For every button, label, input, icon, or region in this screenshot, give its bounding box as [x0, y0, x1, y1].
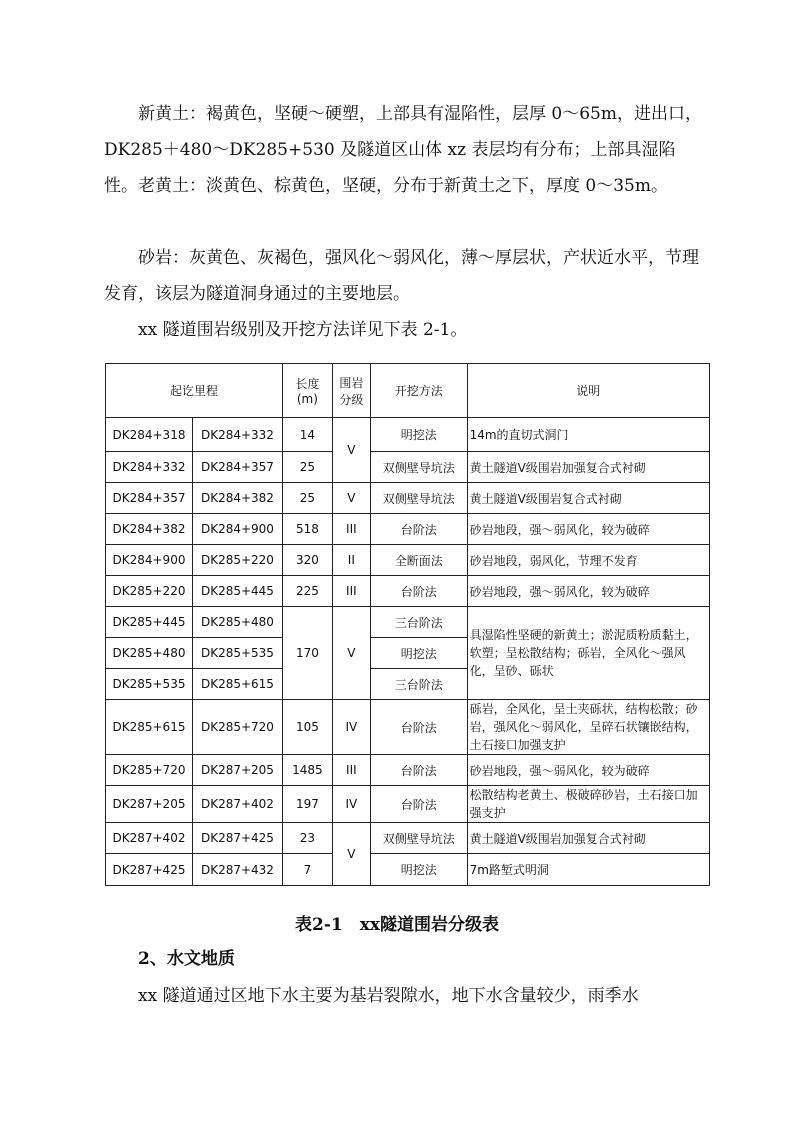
table-row: [106, 418, 710, 452]
cell-note: 14m的直切式洞门: [467, 418, 709, 452]
cell-start: DK284+382: [106, 514, 193, 545]
cell-start: DK285+220: [106, 576, 193, 607]
table-caption: 表2-1 xx隧道围岩分级表: [295, 915, 499, 935]
cell-start: DK284+900: [106, 545, 193, 576]
table-row: [106, 854, 710, 886]
cell-method: 台阶法: [370, 786, 467, 823]
header-note: 说明: [467, 364, 709, 418]
cell-length: 197: [282, 786, 332, 823]
cell-method: 全断面法: [370, 545, 467, 576]
cell-end: DK285+480: [192, 607, 282, 638]
cell-start: DK287+425: [106, 854, 193, 886]
cell-end: DK285+535: [192, 638, 282, 669]
cell-start: DK284+332: [106, 452, 193, 483]
cell-grade: II: [332, 545, 370, 576]
cell-end: DK284+332: [192, 418, 282, 452]
cell-length: 7: [282, 854, 332, 886]
cell-method: 双侧壁导坑法: [370, 823, 467, 854]
cell-method: 双侧壁导坑法: [370, 483, 467, 514]
cell-note: 7m路堑式明洞: [467, 854, 709, 886]
cell-end: DK287+432: [192, 854, 282, 886]
cell-method: 三台阶法: [370, 607, 467, 638]
cell-start: DK284+357: [106, 483, 193, 514]
cell-end: DK285+220: [192, 545, 282, 576]
cell-grade: III: [332, 514, 370, 545]
paragraph-sandstone: 砂岩：灰黄色、灰褐色，强风化～弱风化，薄～厚层状，产状近水平，节理发育，该层为隧道洞身通过的主要地层。: [104, 248, 699, 304]
cell-grade: V: [332, 823, 370, 886]
cell-method: 明挖法: [370, 854, 467, 886]
cell-length: 320: [282, 545, 332, 576]
cell-length: 105: [282, 700, 332, 755]
cell-method: 台阶法: [370, 576, 467, 607]
cell-grade: V: [332, 483, 370, 514]
cell-note: 黄土隧道Ⅴ级围岩加强复合式衬砌: [467, 452, 709, 483]
cell-end: DK285+445: [192, 576, 282, 607]
section-heading: 2、水文地质: [138, 949, 235, 969]
cell-start: DK284+318: [106, 418, 193, 452]
cell-grade: V: [332, 607, 370, 700]
paragraph-new-loess: 新黄土：褐黄色，坚硬～硬塑，上部具有湿陷性，层厚 0～65m，进出口，DK285＋480～DK285+530 及隧道区山体 xz 表层均有分布；上部具湿陷性。老黄土：淡黄色、棕黄色，坚硬，分布于新黄土之下，厚度 0～35m。: [104, 104, 702, 196]
cell-length: 170: [282, 607, 332, 700]
cell-start: DK285+480: [106, 638, 193, 669]
cell-method: 台阶法: [370, 755, 467, 786]
cell-end: DK287+205: [192, 755, 282, 786]
table-row: [106, 607, 710, 638]
table-row: [106, 700, 710, 755]
cell-start: DK287+402: [106, 823, 193, 854]
cell-method: 台阶法: [370, 514, 467, 545]
cell-note: 具湿陷性坚硬的新黄土；淤泥质粉质黏土，软塑；呈松散结构；砾岩，全风化～强风化，呈砂、砾状: [467, 607, 709, 700]
cell-start: DK285+615: [106, 700, 193, 755]
table-row: [106, 786, 710, 823]
cell-start: DK285+720: [106, 755, 193, 786]
paragraph-hydrogeology: xx 隧道通过区地下水主要为基岩裂隙水，地下水含量较少，雨季水: [138, 986, 639, 1006]
cell-grade: IV: [332, 700, 370, 755]
cell-length: 14: [282, 418, 332, 452]
cell-end: DK284+382: [192, 483, 282, 514]
header-length: 长度(m): [282, 364, 332, 418]
table-header-row: [106, 364, 710, 418]
cell-end: DK284+357: [192, 452, 282, 483]
cell-note: 砂岩地段，弱风化，节理不发育: [467, 545, 709, 576]
cell-length: 518: [282, 514, 332, 545]
cell-length: 225: [282, 576, 332, 607]
cell-note: 黄土隧道Ⅴ级围岩复合式衬砌: [467, 483, 709, 514]
cell-method: 明挖法: [370, 418, 467, 452]
header-mileage: 起讫里程: [106, 364, 283, 418]
cell-end: DK284+900: [192, 514, 282, 545]
cell-start: DK287+205: [106, 786, 193, 823]
cell-end: DK287+425: [192, 823, 282, 854]
cell-end: DK285+615: [192, 669, 282, 700]
cell-method: 台阶法: [370, 700, 467, 755]
cell-method: 三台阶法: [370, 669, 467, 700]
cell-note: 砾岩，全风化，呈土夹砾状，结构松散；砂岩，强风化～弱风化，呈碎石状镶嵌结构，土石接口加强支护: [467, 700, 709, 755]
cell-grade: III: [332, 576, 370, 607]
cell-length: 25: [282, 483, 332, 514]
cell-method: 双侧壁导坑法: [370, 452, 467, 483]
table-row: [106, 545, 710, 576]
cell-grade: V: [332, 418, 370, 483]
cell-note: 松散结构老黄土、极破碎砂岩，土石接口加强支护: [467, 786, 709, 823]
cell-end: DK285+720: [192, 700, 282, 755]
header-method: 开挖方法: [370, 364, 467, 418]
table-row: [106, 483, 710, 514]
cell-start: DK285+535: [106, 669, 193, 700]
cell-length: 25: [282, 452, 332, 483]
table-row: [106, 514, 710, 545]
paragraph-table-intro: xx 隧道围岩级别及开挖方法详见下表 2-1。: [138, 320, 468, 340]
cell-note: 砂岩地段，强～弱风化，较为破碎: [467, 514, 709, 545]
cell-start: DK285+445: [106, 607, 193, 638]
cell-end: DK287+402: [192, 786, 282, 823]
cell-note: 砂岩地段，强～弱风化，较为破碎: [467, 576, 709, 607]
cell-grade: IV: [332, 786, 370, 823]
cell-note: 黄土隧道Ⅴ级围岩加强复合式衬砌: [467, 823, 709, 854]
table-row: [106, 823, 710, 854]
cell-note: 砂岩地段，强～弱风化，较为破碎: [467, 755, 709, 786]
table-row: [106, 755, 710, 786]
cell-length: 23: [282, 823, 332, 854]
header-grade: 围岩分级: [332, 364, 370, 418]
cell-method: 明挖法: [370, 638, 467, 669]
cell-grade: III: [332, 755, 370, 786]
table-row: [106, 576, 710, 607]
surrounding-rock-table: [105, 363, 710, 886]
table-row: [106, 452, 710, 483]
cell-length: 1485: [282, 755, 332, 786]
